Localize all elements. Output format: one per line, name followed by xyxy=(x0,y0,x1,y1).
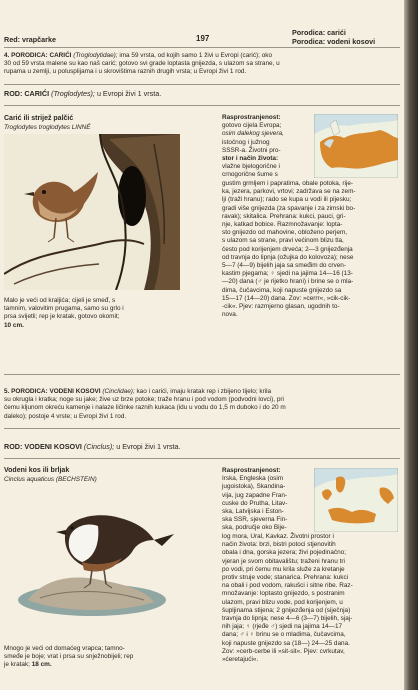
desc-line: Rasprostranjenost: xyxy=(222,467,281,474)
genus-vodeni-kosovi xyxy=(4,443,181,451)
family-vodeni-kosovi-section xyxy=(4,388,402,421)
desc-line: jugoistoka), Skandina- xyxy=(222,483,286,491)
desc-line: često pod korijenjem drveća; 2—3 gnijezđenja xyxy=(222,245,353,253)
wren-illustration xyxy=(4,134,180,290)
desc-line: stor i način života: xyxy=(222,155,279,163)
page-number: 197 xyxy=(196,34,210,43)
desc-line: dima, čučavcima, koji napuste gnijezdo sa xyxy=(222,286,342,294)
desc-line: s ulazom sa strane, pravi većinom blizu tla, xyxy=(222,237,344,245)
species-description xyxy=(222,467,287,533)
desc-line: vlažne bjelogorične i xyxy=(222,163,280,171)
genus-rest: u Evropi živi 1 vrsta. xyxy=(96,89,162,98)
caption-line: Malo je veći od kraljića; cijeli je smeđ, s xyxy=(4,297,116,304)
species-latin: Cinclus aquaticus (BECHSTEIN) xyxy=(4,476,97,483)
desc-line: Rasprostranjenost: xyxy=(222,114,281,121)
section-rule xyxy=(4,84,400,85)
desc-line: na obali i pod vodom, rakušci i sitne ribe. Raz- xyxy=(222,582,353,590)
desc-line: nih jaja; ♀ (rjeđe ♂) sjedi na jajima 14—17 xyxy=(222,623,343,631)
section-rule xyxy=(4,105,400,106)
caption-line: smeđe je boje; vrat i prsa su snježnobijeli; rep xyxy=(4,653,134,661)
desc-line: —20) dana (♂ je rijetko hrani) i brine se o mla- xyxy=(222,278,354,286)
desc-line: ska SSR, sjeverna Fin- xyxy=(222,516,288,524)
desc-line: 15—17 (14—20) dana. Zov: »cerrr«, »cik-cik- xyxy=(222,294,351,302)
family-latin: (Cinclidae); xyxy=(102,388,135,395)
running-head-right-bottom: Porodica: vodeni kosovi xyxy=(292,37,376,46)
species-size: 10 cm. xyxy=(4,321,24,329)
desc-line: ulazom, pravi blizu vode, pod korijenjem, u xyxy=(222,598,343,606)
section-rule xyxy=(4,458,400,459)
species-name: Carić ili strijež palčić xyxy=(4,115,74,122)
desc-line: gradi više gnijezda (za spavanje i za zimski bo- xyxy=(222,204,356,212)
running-head-left: Red: vrapčarke xyxy=(4,35,56,44)
distribution-map xyxy=(314,114,398,178)
family-text-line: 30 od 59 vrsta malene su kao naš carić; gotovo svi grade loptasta gnijezda, s ulazom sa strane, u xyxy=(4,60,280,68)
desc-line: nova. xyxy=(222,311,238,319)
desc-line: šupljinama stijena; 2 gnijezđenja od (siječnja) xyxy=(222,606,351,614)
desc-line: Irska, Engleska (osim xyxy=(222,475,284,483)
genus-title: ROD: VODENI KOSOVI xyxy=(4,442,82,451)
species-caption xyxy=(4,645,184,670)
family-text-line: rupama u zemlji, u polusplijama i u skrovištima raznih drugih vrsta; u Evropi živi 1 rod. xyxy=(4,68,247,76)
desc-line: po vodi, pri čemu mu krila služe za kretanje xyxy=(222,565,345,573)
desc-line: gotovo cijela Evropa; xyxy=(222,122,282,130)
running-head-right-top: Porodica: carići xyxy=(292,28,346,37)
caption-line: je kratak; xyxy=(4,661,30,669)
species-size: 18 cm. xyxy=(31,661,52,669)
desc-line: množavanje: loptasto gnijezdo, s postranim xyxy=(222,590,345,598)
dipper-illustration xyxy=(4,500,180,620)
caption-line: Mnogo je veći od domaćeg vrapca; tamno- xyxy=(4,645,125,652)
desc-line: obala i dna, gorska jezera; živi pojedinačno; xyxy=(222,549,346,557)
genus-title: ROD: CARIĆI xyxy=(4,89,50,98)
desc-line: istočnog i južnog xyxy=(222,138,270,146)
section-rule xyxy=(4,428,400,429)
family-text-line: ima 59 vrsta, od kojih samo 1 živi u Evropi (carić); oko xyxy=(119,52,273,59)
caption-line: prsa svijetli; rep je kratak, gotovo okomit; xyxy=(4,313,120,321)
family-text-line: kao i carići, imaju kratak rep i zbijeno tijelo; krila xyxy=(136,388,272,395)
desc-line: 5—7 (4—9) bijelih jaja sa smeđim do crven- xyxy=(222,262,346,270)
desc-line: -cik«. Pjev: razmjerno glasan, ugodnih to- xyxy=(222,303,340,311)
desc-line: ka, jezera, parkovi, vrtovi; zadržava se na zem- xyxy=(222,188,356,196)
family-text-line: su okrugla i kratka; noge su jake; žive uz brze potoke; traže hranu i pod vodom (podvodni lovci), pri xyxy=(4,396,284,404)
species-latin: Troglodytes troglodytes LINNÉ xyxy=(4,124,91,131)
desc-line: log mora, Ural, Kavkaz. Životni prostor i xyxy=(222,533,334,540)
book-spine xyxy=(404,0,418,690)
genus-latin: (Troglodytes); xyxy=(51,89,95,98)
desc-line: nje, katkad bobice. Razmnožavanje: lopta- xyxy=(222,221,343,229)
family-carici-section xyxy=(4,52,402,77)
caption-line: tamnim, valovitim prugama, samo su grlo i xyxy=(4,305,124,313)
section-rule xyxy=(4,374,400,375)
desc-line: gustim grmljem i papratima, obale potoka, rije- xyxy=(222,180,354,187)
genus-rest: u Evropi živi 1 vrsta. xyxy=(116,442,181,451)
species-description xyxy=(222,114,284,180)
desc-line: Zov: »cerb-cerbe ili »sit-sit«. Pjev: cvrkutav, xyxy=(222,647,345,655)
desc-line: ska, područje oko Bije- xyxy=(222,524,287,532)
desc-line: način života: brzi, bistri potoci stjenovitih xyxy=(222,541,336,549)
family-title: 5. PORODICA: VODENI KOSOVI xyxy=(4,388,101,395)
family-text-line: čemu kljunom okreću kamenje i nalaze ličinke raznih kukaca (idu u vodu do 1,5 m duboko i do 20 m xyxy=(4,404,286,412)
desc-line: cuske do Prutha, Litav- xyxy=(222,499,288,507)
desc-line: crnogorične šume s xyxy=(222,171,278,179)
desc-line: vija, jug zapadne Fran- xyxy=(222,491,288,499)
family-title: 4. PORODICA: CARIĆI xyxy=(4,52,72,59)
desc-line: sto gnijezdo od mahovine, obloženo perjem, xyxy=(222,229,348,237)
desc-line: osim dalekog sjevera, xyxy=(222,130,284,138)
family-text-line: daleko); postoje 4 vrste; u Evropi živi 1 rod. xyxy=(4,412,127,420)
desc-line: travnja do lipnja; nese 4—6 (3—7) bijelih, sjaj- xyxy=(222,615,353,623)
header-rule xyxy=(4,47,400,48)
desc-line: SSSR-a. Životni pro- xyxy=(222,146,281,154)
desc-line: ska, Latvijska i Eston- xyxy=(222,508,284,516)
distribution-map xyxy=(314,468,398,532)
species-name: Vodeni kos ili brljak xyxy=(4,467,70,474)
desc-line: kastim pjegama; ♀ sjedi na jajima 14—16 (13- xyxy=(222,270,353,278)
desc-line: lji (traži hranu); rado se kupa u vodi ili pijesku; xyxy=(222,196,352,204)
desc-line: ravak); skitalica. Prehrana: kukci, pauci, gri- xyxy=(222,212,346,220)
genus-carici xyxy=(4,90,161,98)
species-description-cont xyxy=(222,180,400,319)
desc-line: protiv struje vode; stanarica. Prehrana: kukci xyxy=(222,574,349,582)
desc-line: »ćeretajući«. xyxy=(222,656,259,664)
desc-line: dana; ♂ i ♀ brinu se o mladima, čučavcima, xyxy=(222,631,346,639)
desc-line: od travnja do lipnja (ožujka do kolovoza); nese xyxy=(222,253,354,261)
desc-line: vjeran je svom obitavalištu; traženi hranu tri xyxy=(222,557,345,565)
genus-latin: (Cinclus); xyxy=(83,442,115,451)
species-caption xyxy=(4,297,184,330)
family-latin: (Troglodytidae); xyxy=(73,52,118,59)
species-description-cont xyxy=(222,533,400,664)
desc-line: koji napuste gnijezdo sa (18—) 24—25 dana. xyxy=(222,639,350,647)
